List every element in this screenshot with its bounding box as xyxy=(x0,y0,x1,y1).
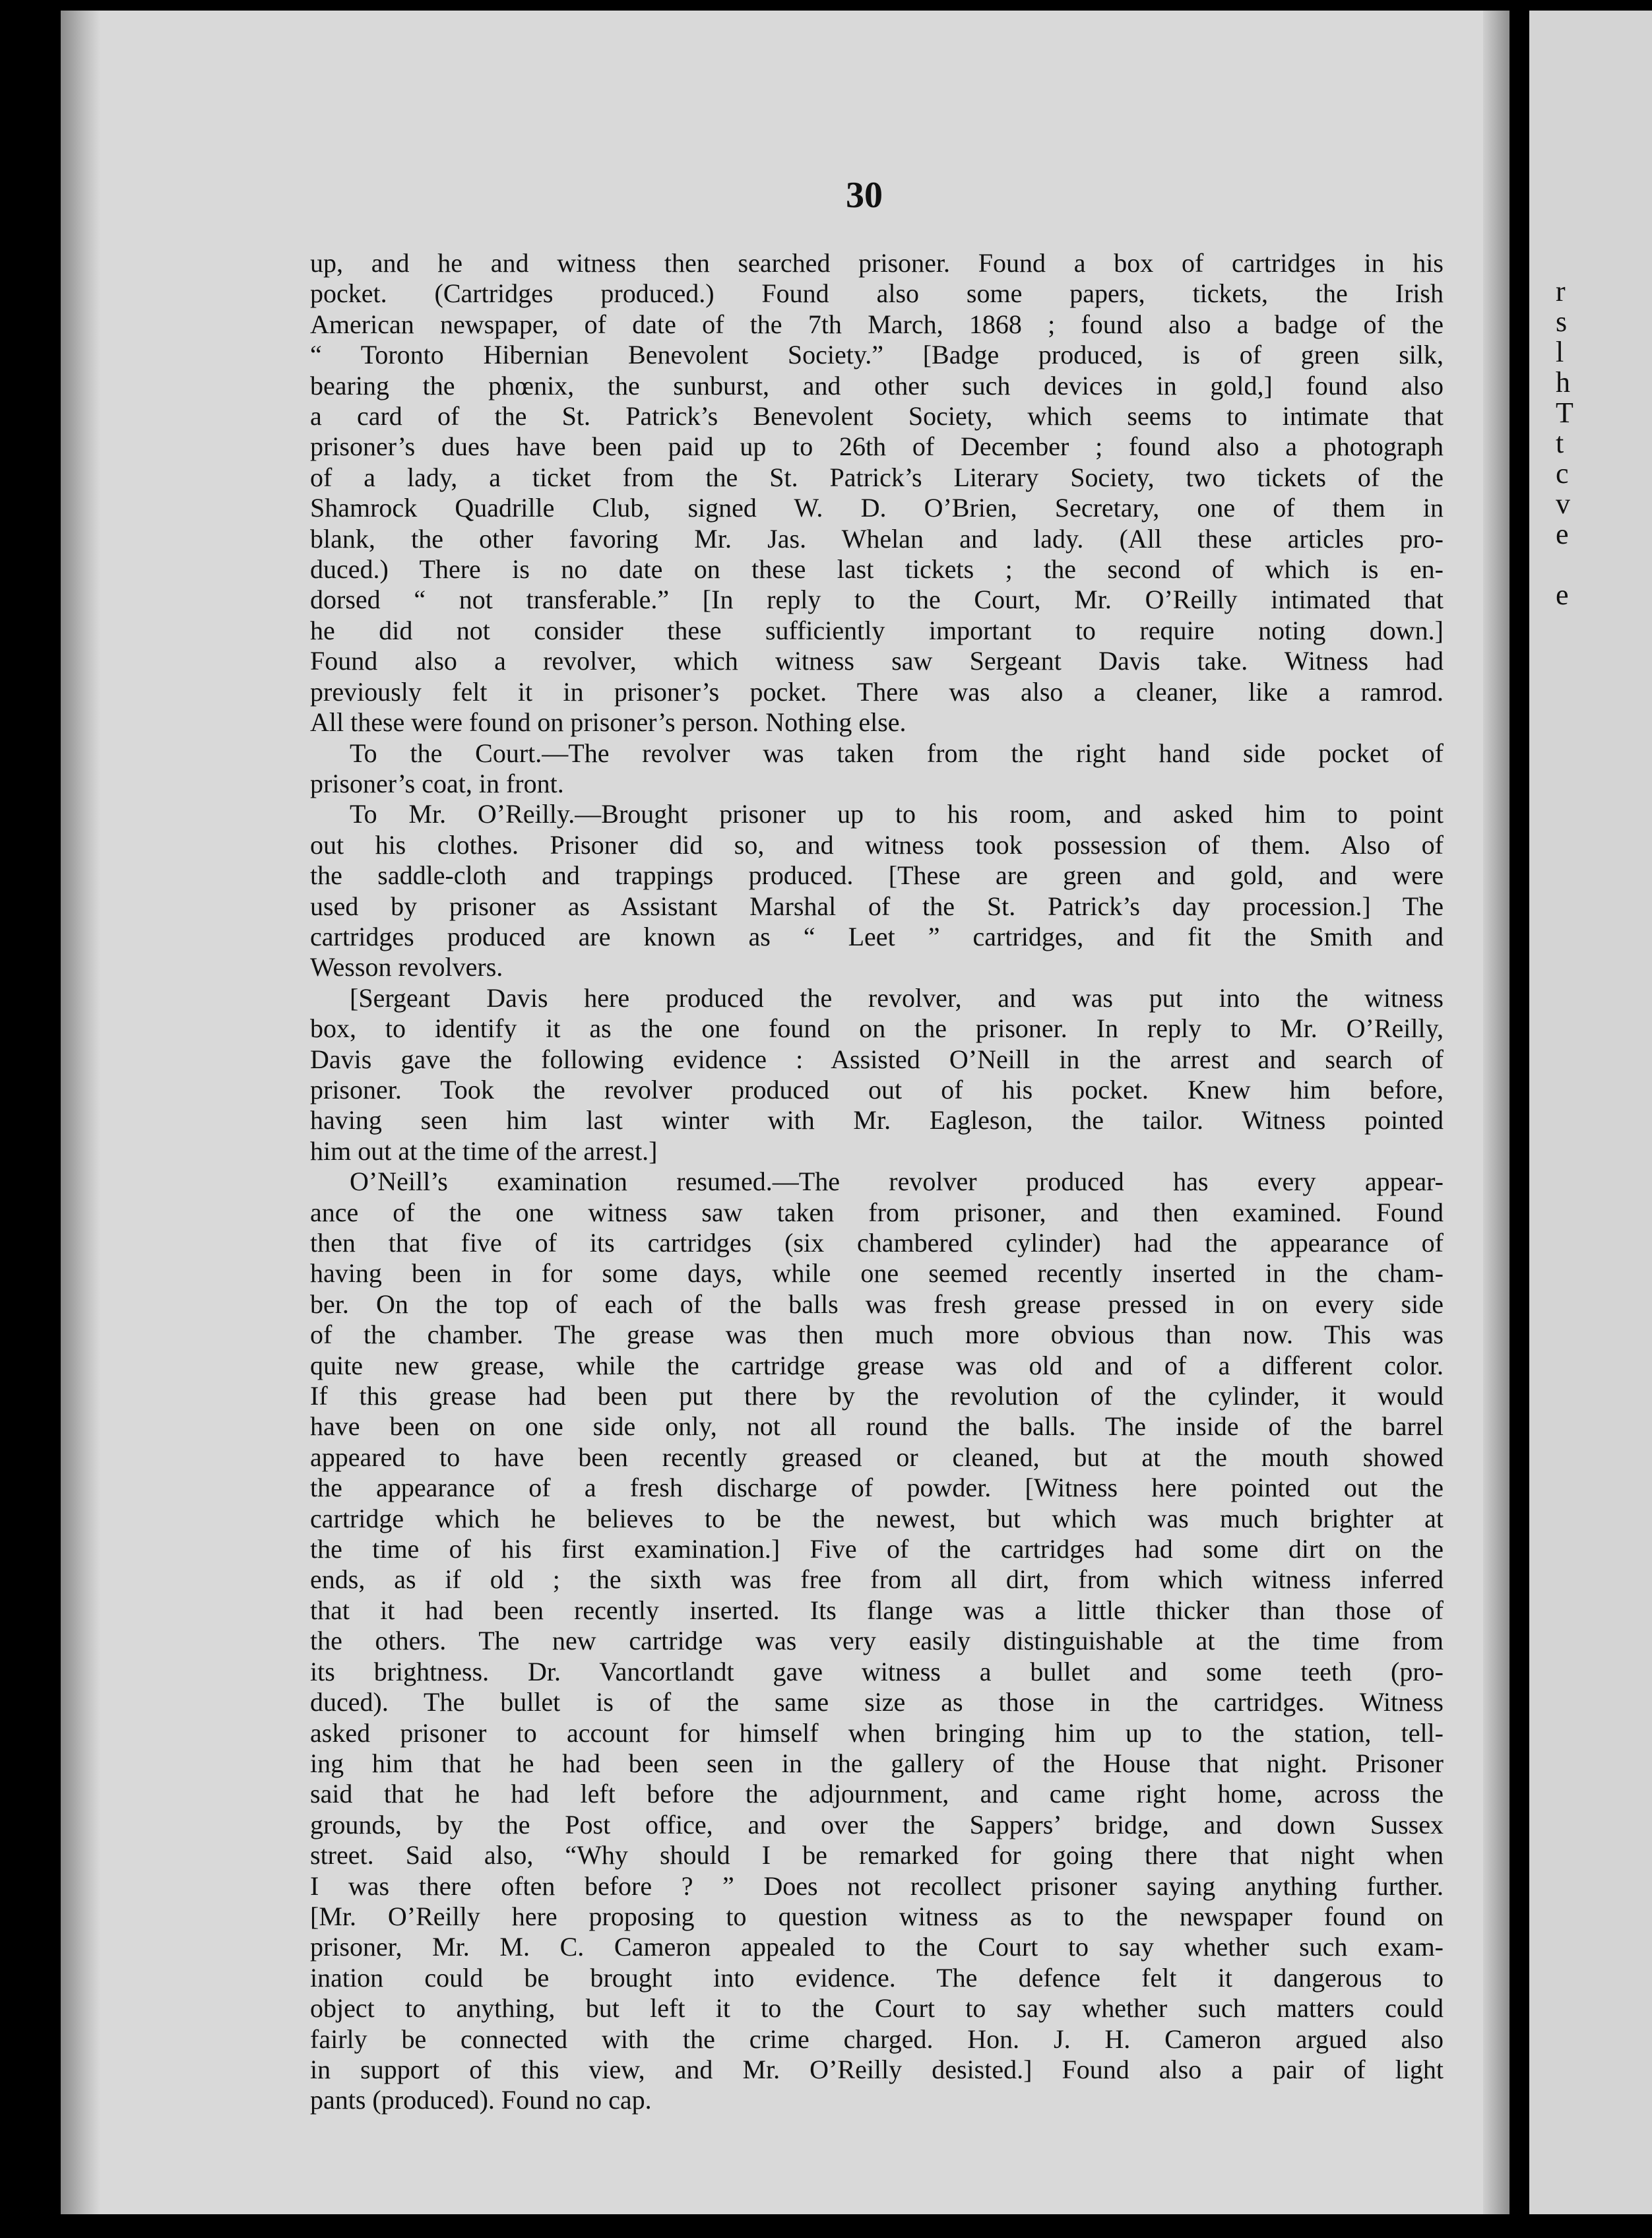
text-line: Davis gave the following evidence : Assisted O’Neill in the arrest and search of xyxy=(310,1044,1444,1074)
page-number: 30 xyxy=(846,175,883,216)
text-line: “ Toronto Hibernian Benevolent Society.” [Badge produced, is of green silk, xyxy=(310,340,1444,370)
text-line: the others. The new cartridge was very easily distinguishable at the time from xyxy=(310,1626,1444,1656)
text-line: To the Court.—The revolver was taken from the right hand side pocket of xyxy=(350,738,1444,768)
facing-page-fragment: s xyxy=(1556,305,1568,338)
text-line: [Mr. O’Reilly here proposing to question witness as to the newspaper found on xyxy=(310,1901,1444,1931)
paragraph-sergeant-davis-cont xyxy=(310,1013,1444,1167)
text-line: have been on one side only, not all round the balls. The inside of the barrel xyxy=(310,1411,1444,1442)
facing-page-fragment: t xyxy=(1556,427,1564,459)
body-text xyxy=(310,248,1444,2116)
facing-page-fragment: h xyxy=(1556,366,1570,399)
paragraph-sergeant-davis xyxy=(310,983,1444,1013)
paragraph-examination-resumed xyxy=(310,1167,1444,1197)
text-line: up, and he and witness then searched prisoner. Found a box of cartridges in his xyxy=(310,248,1444,278)
text-line: ber. On the top of each of the balls was fresh grease pressed in on every side xyxy=(310,1289,1444,1319)
text-line: object to anything, but left it to the Court to say whether such matters could xyxy=(310,1993,1444,2024)
text-line: of a lady, a ticket from the St. Patrick’s Literary Society, two tickets of the xyxy=(310,462,1444,492)
text-line: dorsed “ not transferable.” [In reply to the Court, Mr. O’Reilly intimated that xyxy=(310,585,1444,615)
text-line: American newspaper, of date of the 7th March, 1868 ; found also a badge of the xyxy=(310,309,1444,339)
text-line: bearing the phœnix, the sunburst, and other such devices in gold,] found also xyxy=(310,370,1444,400)
text-line: ing him that he had been seen in the gallery of the House that night. Prisoner xyxy=(310,1748,1444,1778)
text-line: out his clothes. Prisoner did so, and witness took possession of them. Also of xyxy=(310,829,1444,860)
text-line: [Sergeant Davis here produced the revolver, and was put into the witness xyxy=(350,982,1444,1013)
text-line: cartridge which he believes to be the newest, but which was much brighter at xyxy=(310,1503,1444,1533)
text-line: the time of his first examination.] Five of the cartridges had some dirt on the xyxy=(310,1534,1444,1564)
book-page xyxy=(61,11,1509,2214)
text-line: Shamrock Quadrille Club, signed W. D. O’Brien, Secretary, one of them in xyxy=(310,493,1444,523)
paragraph-to-the-court xyxy=(310,738,1444,769)
text-line: grounds, by the Post office, and over the Sappers’ bridge, and down Sussex xyxy=(310,1809,1444,1839)
text-line: appeared to have been recently greased or cleaned, but at the mouth showed xyxy=(310,1442,1444,1472)
text-line: ends, as if old ; the sixth was free from all dirt, from which witness inferred xyxy=(310,1564,1444,1595)
text-line: To Mr. O’Reilly.—Brought prisoner up to his room, and asked him to point xyxy=(350,799,1444,829)
paragraph-to-mr-oreilly xyxy=(310,799,1444,829)
facing-page-fragment: e xyxy=(1556,518,1569,550)
text-line: prisoner. Took the revolver produced out of his pocket. Knew him before, xyxy=(310,1074,1444,1104)
text-line: fairly be connected with the crime charged. Hon. J. H. Cameron argued also xyxy=(310,2024,1444,2054)
text-line: ination could be brought into evidence. The defence felt it dangerous to xyxy=(310,1962,1444,1993)
text-line: box, to identify it as the one found on the prisoner. In reply to Mr. O’Reilly, xyxy=(310,1013,1444,1044)
text-line: the appearance of a fresh discharge of powder. [Witness here pointed out the xyxy=(310,1473,1444,1503)
text-line: the saddle-cloth and trappings produced. [These are green and gold, and were xyxy=(310,860,1444,891)
text-line: If this grease had been put there by the revolution of the cylinder, it would xyxy=(310,1381,1444,1411)
paragraph-examination-resumed-cont xyxy=(310,1198,1444,2116)
text-line: blank, the other favoring Mr. Jas. Whelan and lady. (All these articles pro- xyxy=(310,523,1444,554)
text-line: said that he had left before the adjournment, and came right home, across the xyxy=(310,1779,1444,1809)
text-line: duced.) There is no date on these last tickets ; the second of which is en- xyxy=(310,554,1444,585)
text-line: prisoner’s coat, in front. xyxy=(310,768,564,798)
facing-page-fragment: r xyxy=(1556,275,1566,307)
text-line: I was there often before ? ” Does not recollect prisoner saying anything further. xyxy=(310,1870,1444,1901)
text-line: a card of the St. Patrick’s Benevolent Society, which seems to intimate that xyxy=(310,401,1444,432)
facing-page-fragment: c xyxy=(1556,457,1569,490)
page-edge-shadow xyxy=(61,11,100,2214)
text-line: him out at the time of the arrest.] xyxy=(310,1135,658,1166)
text-line: he did not consider these sufficiently important to require noting down.] xyxy=(310,615,1444,645)
text-line: prisoner’s dues have been paid up to 26th of December ; found also a photograph xyxy=(310,432,1444,462)
text-line: of the chamber. The grease was then much more obvious than now. This was xyxy=(310,1320,1444,1350)
facing-page-fragment: T xyxy=(1556,397,1573,429)
text-line: pocket. (Cartridges produced.) Found also some papers, tickets, the Irish xyxy=(310,278,1444,309)
paragraph-to-the-court-cont xyxy=(310,769,1444,799)
facing-page-edge xyxy=(1529,11,1652,2214)
paragraph-to-mr-oreilly-cont xyxy=(310,830,1444,983)
text-line: ance of the one witness saw taken from prisoner, and then examined. Found xyxy=(310,1197,1444,1227)
text-line: Found also a revolver, which witness saw Sergeant Davis take. Witness had xyxy=(310,646,1444,676)
text-line: having seen him last winter with Mr. Eagleson, the tailor. Witness pointed xyxy=(310,1105,1444,1135)
text-line: O’Neill’s examination resumed.—The revolver produced has every appear- xyxy=(350,1167,1444,1197)
text-line: its brightness. Dr. Vancortlandt gave witness a bullet and some teeth (pro- xyxy=(310,1656,1444,1686)
text-line: then that five of its cartridges (six chambered cylinder) had the appearance of xyxy=(310,1228,1444,1258)
text-line: having been in for some days, while one seemed recently inserted in the cham- xyxy=(310,1258,1444,1289)
text-line: previously felt it in prisoner’s pocket. There was also a cleaner, like a ramrod. xyxy=(310,676,1444,707)
text-line: prisoner, Mr. M. C. Cameron appealed to the Court to say whether such exam- xyxy=(310,1932,1444,1962)
text-line: that it had been recently inserted. Its flange was a little thicker than those of xyxy=(310,1595,1444,1625)
text-line: used by prisoner as Assistant Marshal of the St. Patrick’s day procession.] The xyxy=(310,891,1444,921)
text-line: quite new grease, while the cartridge grease was old and of a different color. xyxy=(310,1350,1444,1380)
text-line: in support of this view, and Mr. O’Reilly desisted.] Found also a pair of light xyxy=(310,2054,1444,2084)
page-fold-shadow xyxy=(1483,11,1509,2214)
text-line: asked prisoner to account for himself when bringing him up to the station, tell- xyxy=(310,1717,1444,1748)
paragraph-1 xyxy=(310,248,1444,738)
text-line: duced). The bullet is of the same size as those in the cartridges. Witness xyxy=(310,1687,1444,1717)
facing-page-fragment: e xyxy=(1556,579,1569,611)
facing-page-fragment: l xyxy=(1556,336,1564,368)
text-line: Wesson revolvers. xyxy=(310,952,503,982)
facing-page-fragment: v xyxy=(1556,488,1570,520)
text-line: street. Said also, “Why should I be remarked for going there that night when xyxy=(310,1840,1444,1870)
text-line: All these were found on prisoner’s person. Nothing else. xyxy=(310,707,906,738)
text-line: cartridges produced are known as “ Leet ” cartridges, and fit the Smith and xyxy=(310,921,1444,951)
text-line: pants (produced). Found no cap. xyxy=(310,2085,652,2115)
